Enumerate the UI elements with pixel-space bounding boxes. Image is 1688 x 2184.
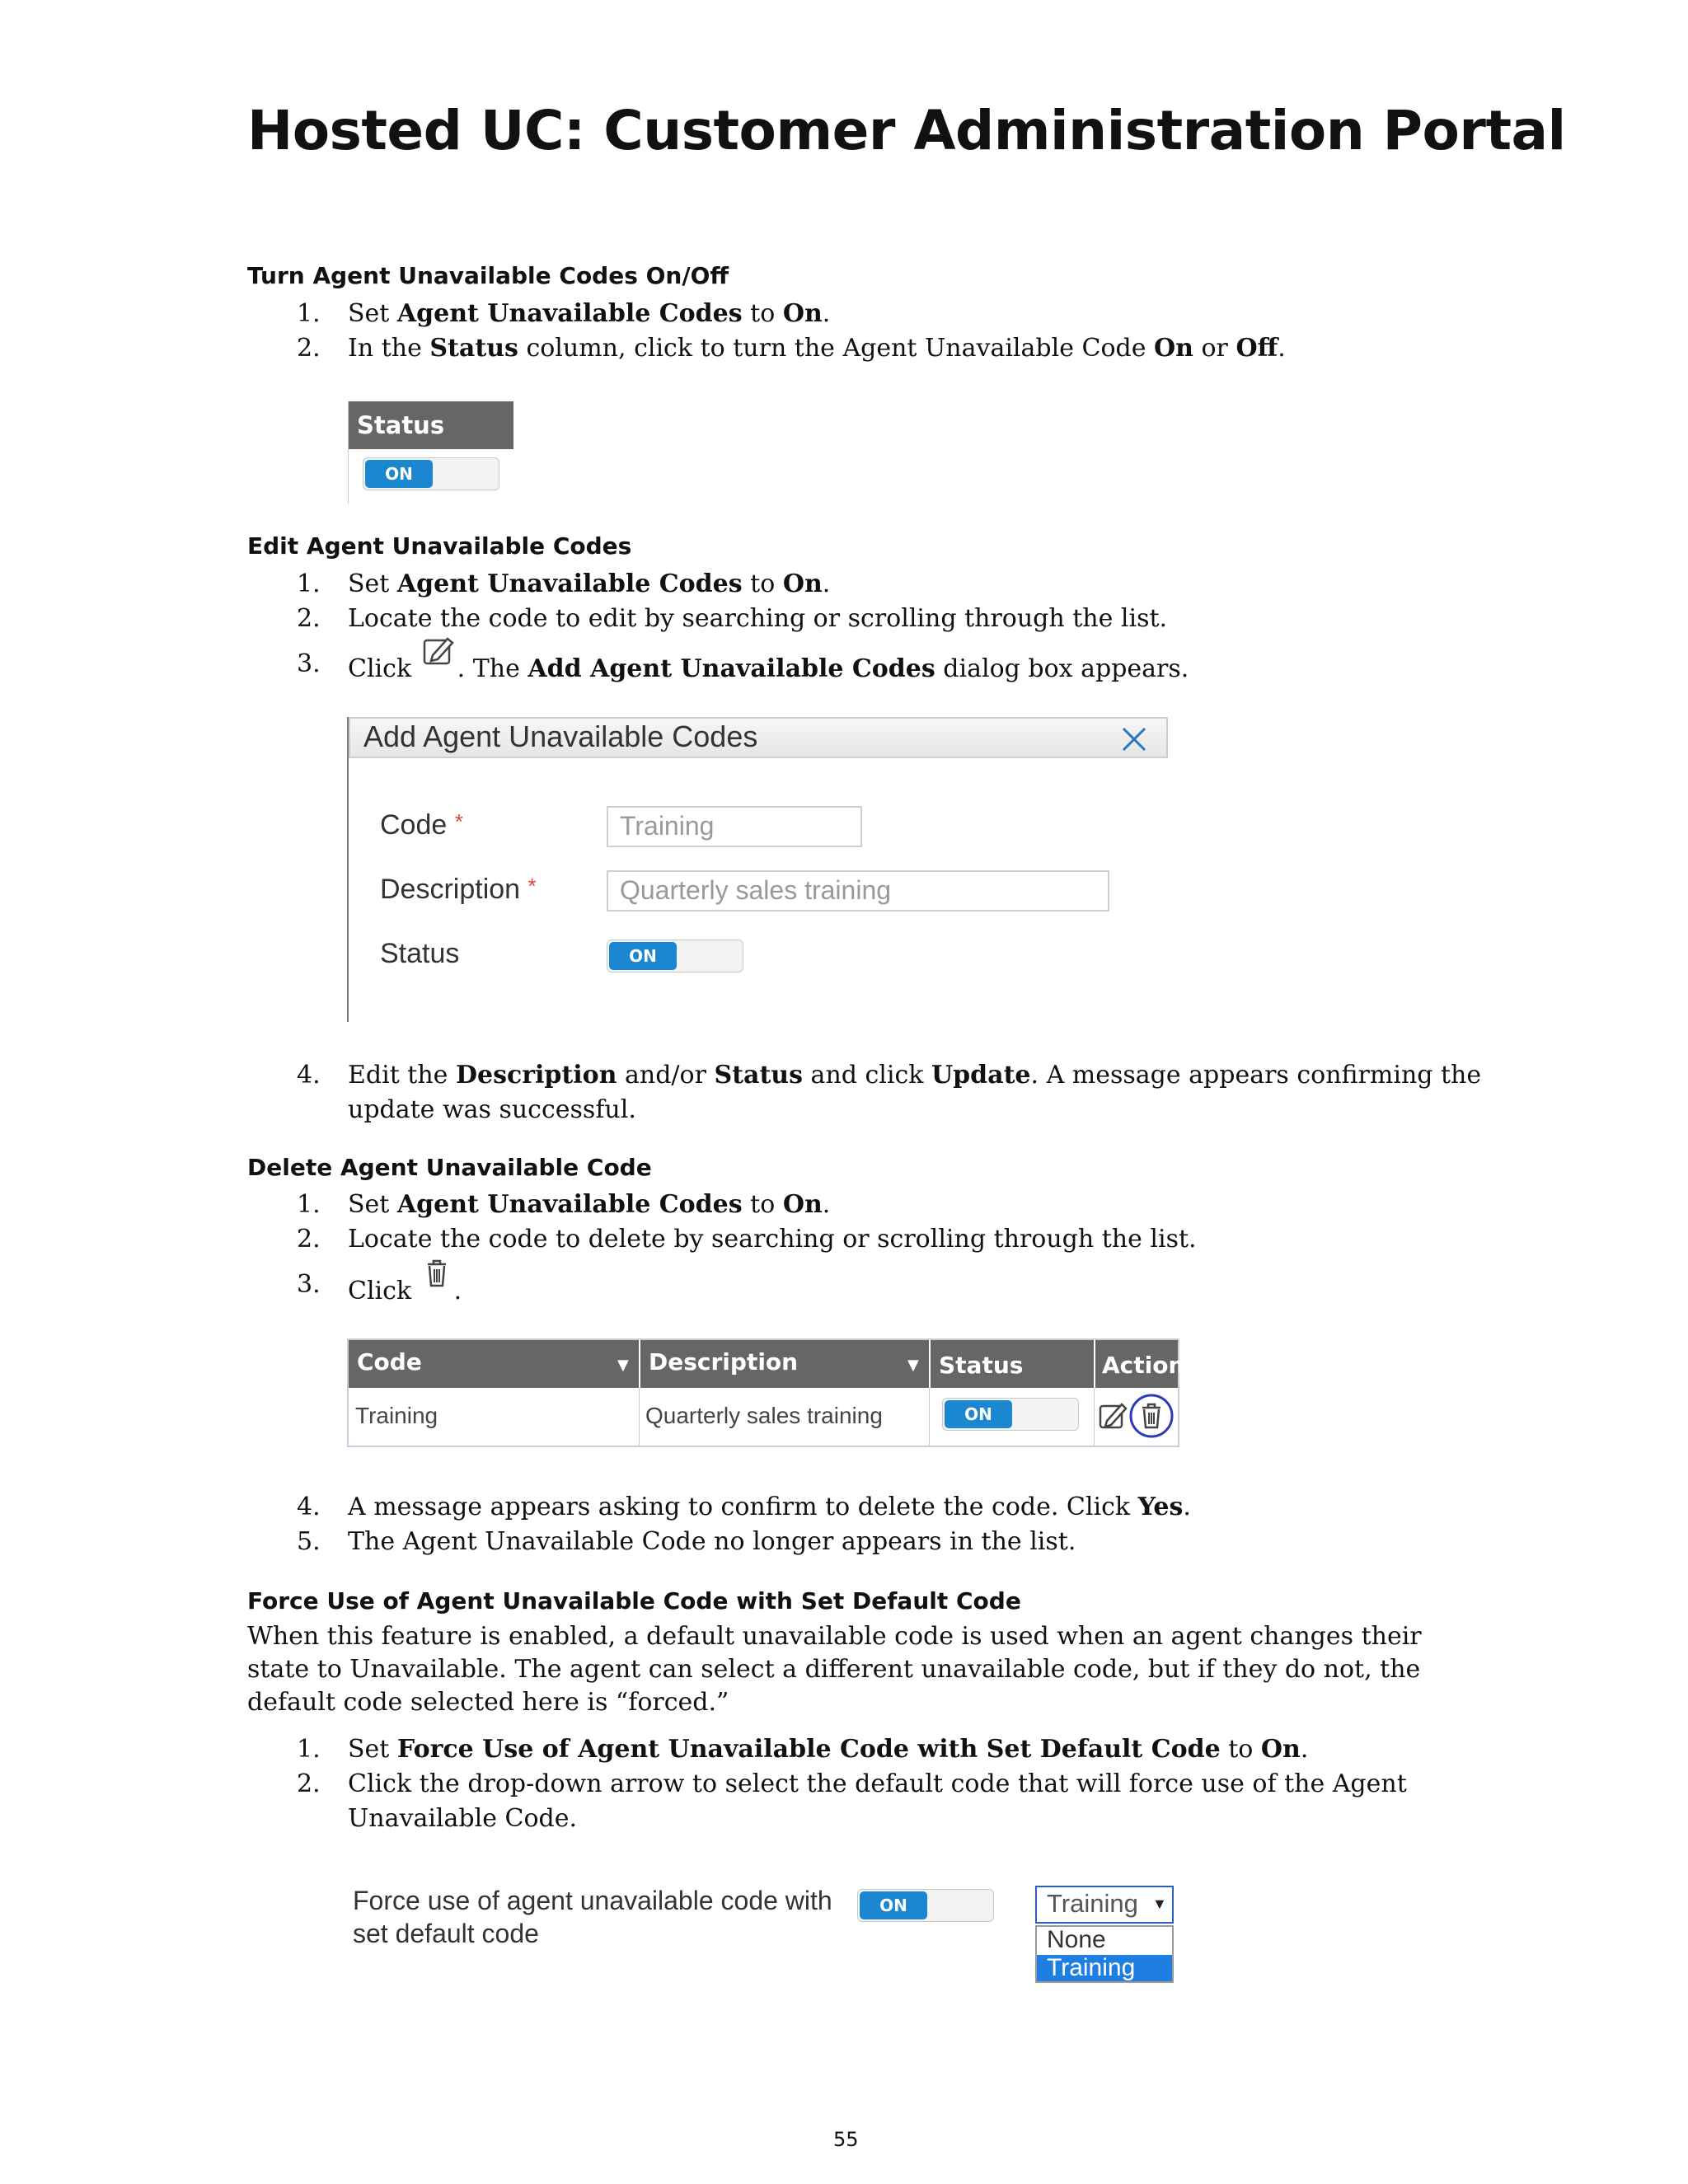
- select-option[interactable]: None: [1047, 1926, 1106, 1953]
- sort-icon[interactable]: ▼: [907, 1357, 919, 1374]
- trash-icon[interactable]: [1128, 1393, 1175, 1443]
- select-option-selected[interactable]: Training: [1037, 1955, 1172, 1981]
- section-heading-edit: Edit Agent Unavailable Codes: [247, 532, 632, 560]
- dialog-title: Add Agent Unavailable Codes: [363, 719, 758, 753]
- force-use-label: Force use of agent unavailable code with set default code: [353, 1886, 832, 1948]
- select-dropdown-list: [1035, 1925, 1174, 1983]
- column-header-code[interactable]: Code: [357, 1348, 422, 1376]
- code-input[interactable]: Training: [607, 806, 862, 847]
- cell-code: Training: [355, 1403, 438, 1428]
- code-table: [347, 1338, 1185, 1447]
- column-header-description[interactable]: Description: [649, 1348, 799, 1376]
- default-code-select[interactable]: [1035, 1886, 1174, 1924]
- status-column-header: Status: [349, 401, 513, 449]
- sort-icon[interactable]: ▼: [617, 1357, 629, 1374]
- edit-icon: [420, 635, 457, 665]
- select-value: Training: [1047, 1889, 1138, 1918]
- table-header: [349, 1340, 1185, 1388]
- status-toggle[interactable]: ON: [363, 457, 499, 490]
- edit-icon[interactable]: [1097, 1399, 1130, 1436]
- close-icon[interactable]: [1120, 725, 1148, 757]
- force-use-toggle[interactable]: ON: [857, 1889, 994, 1922]
- page-title: Hosted UC: Customer Administration Portal: [247, 99, 1566, 162]
- description-label: Description *: [380, 874, 537, 905]
- code-label: Code *: [380, 809, 463, 841]
- status-toggle[interactable]: ON: [607, 940, 743, 972]
- section-heading-on-off: Turn Agent Unavailable Codes On/Off: [247, 262, 729, 289]
- section-heading-force-use: Force Use of Agent Unavailable Code with Set Default Code: [247, 1587, 1021, 1615]
- chevron-down-icon[interactable]: ▼: [1152, 1896, 1167, 1912]
- force-use-setting: [353, 1884, 1177, 1991]
- status-screenshot: [348, 401, 513, 504]
- section-heading-delete: Delete Agent Unavailable Code: [247, 1154, 652, 1181]
- cell-description: Quarterly sales training: [645, 1403, 883, 1428]
- page-number: 55: [833, 2128, 859, 2151]
- column-header-status: Status: [939, 1352, 1024, 1379]
- column-header-action: Action: [1102, 1352, 1185, 1379]
- status-label: Status: [380, 938, 460, 969]
- trash-icon: [420, 1256, 454, 1286]
- status-toggle[interactable]: ON: [942, 1398, 1079, 1431]
- description-input[interactable]: Quarterly sales training: [607, 870, 1109, 912]
- dialog-titlebar: [349, 717, 1168, 758]
- add-code-dialog: [347, 717, 1168, 1022]
- section-paragraph: When this feature is enabled, a default unavailable code is used when an agent changes their state to Unavailable. The agent can select a different unavailable code, but if they do not, the default code selected here is “forced.”: [247, 1622, 1422, 1717]
